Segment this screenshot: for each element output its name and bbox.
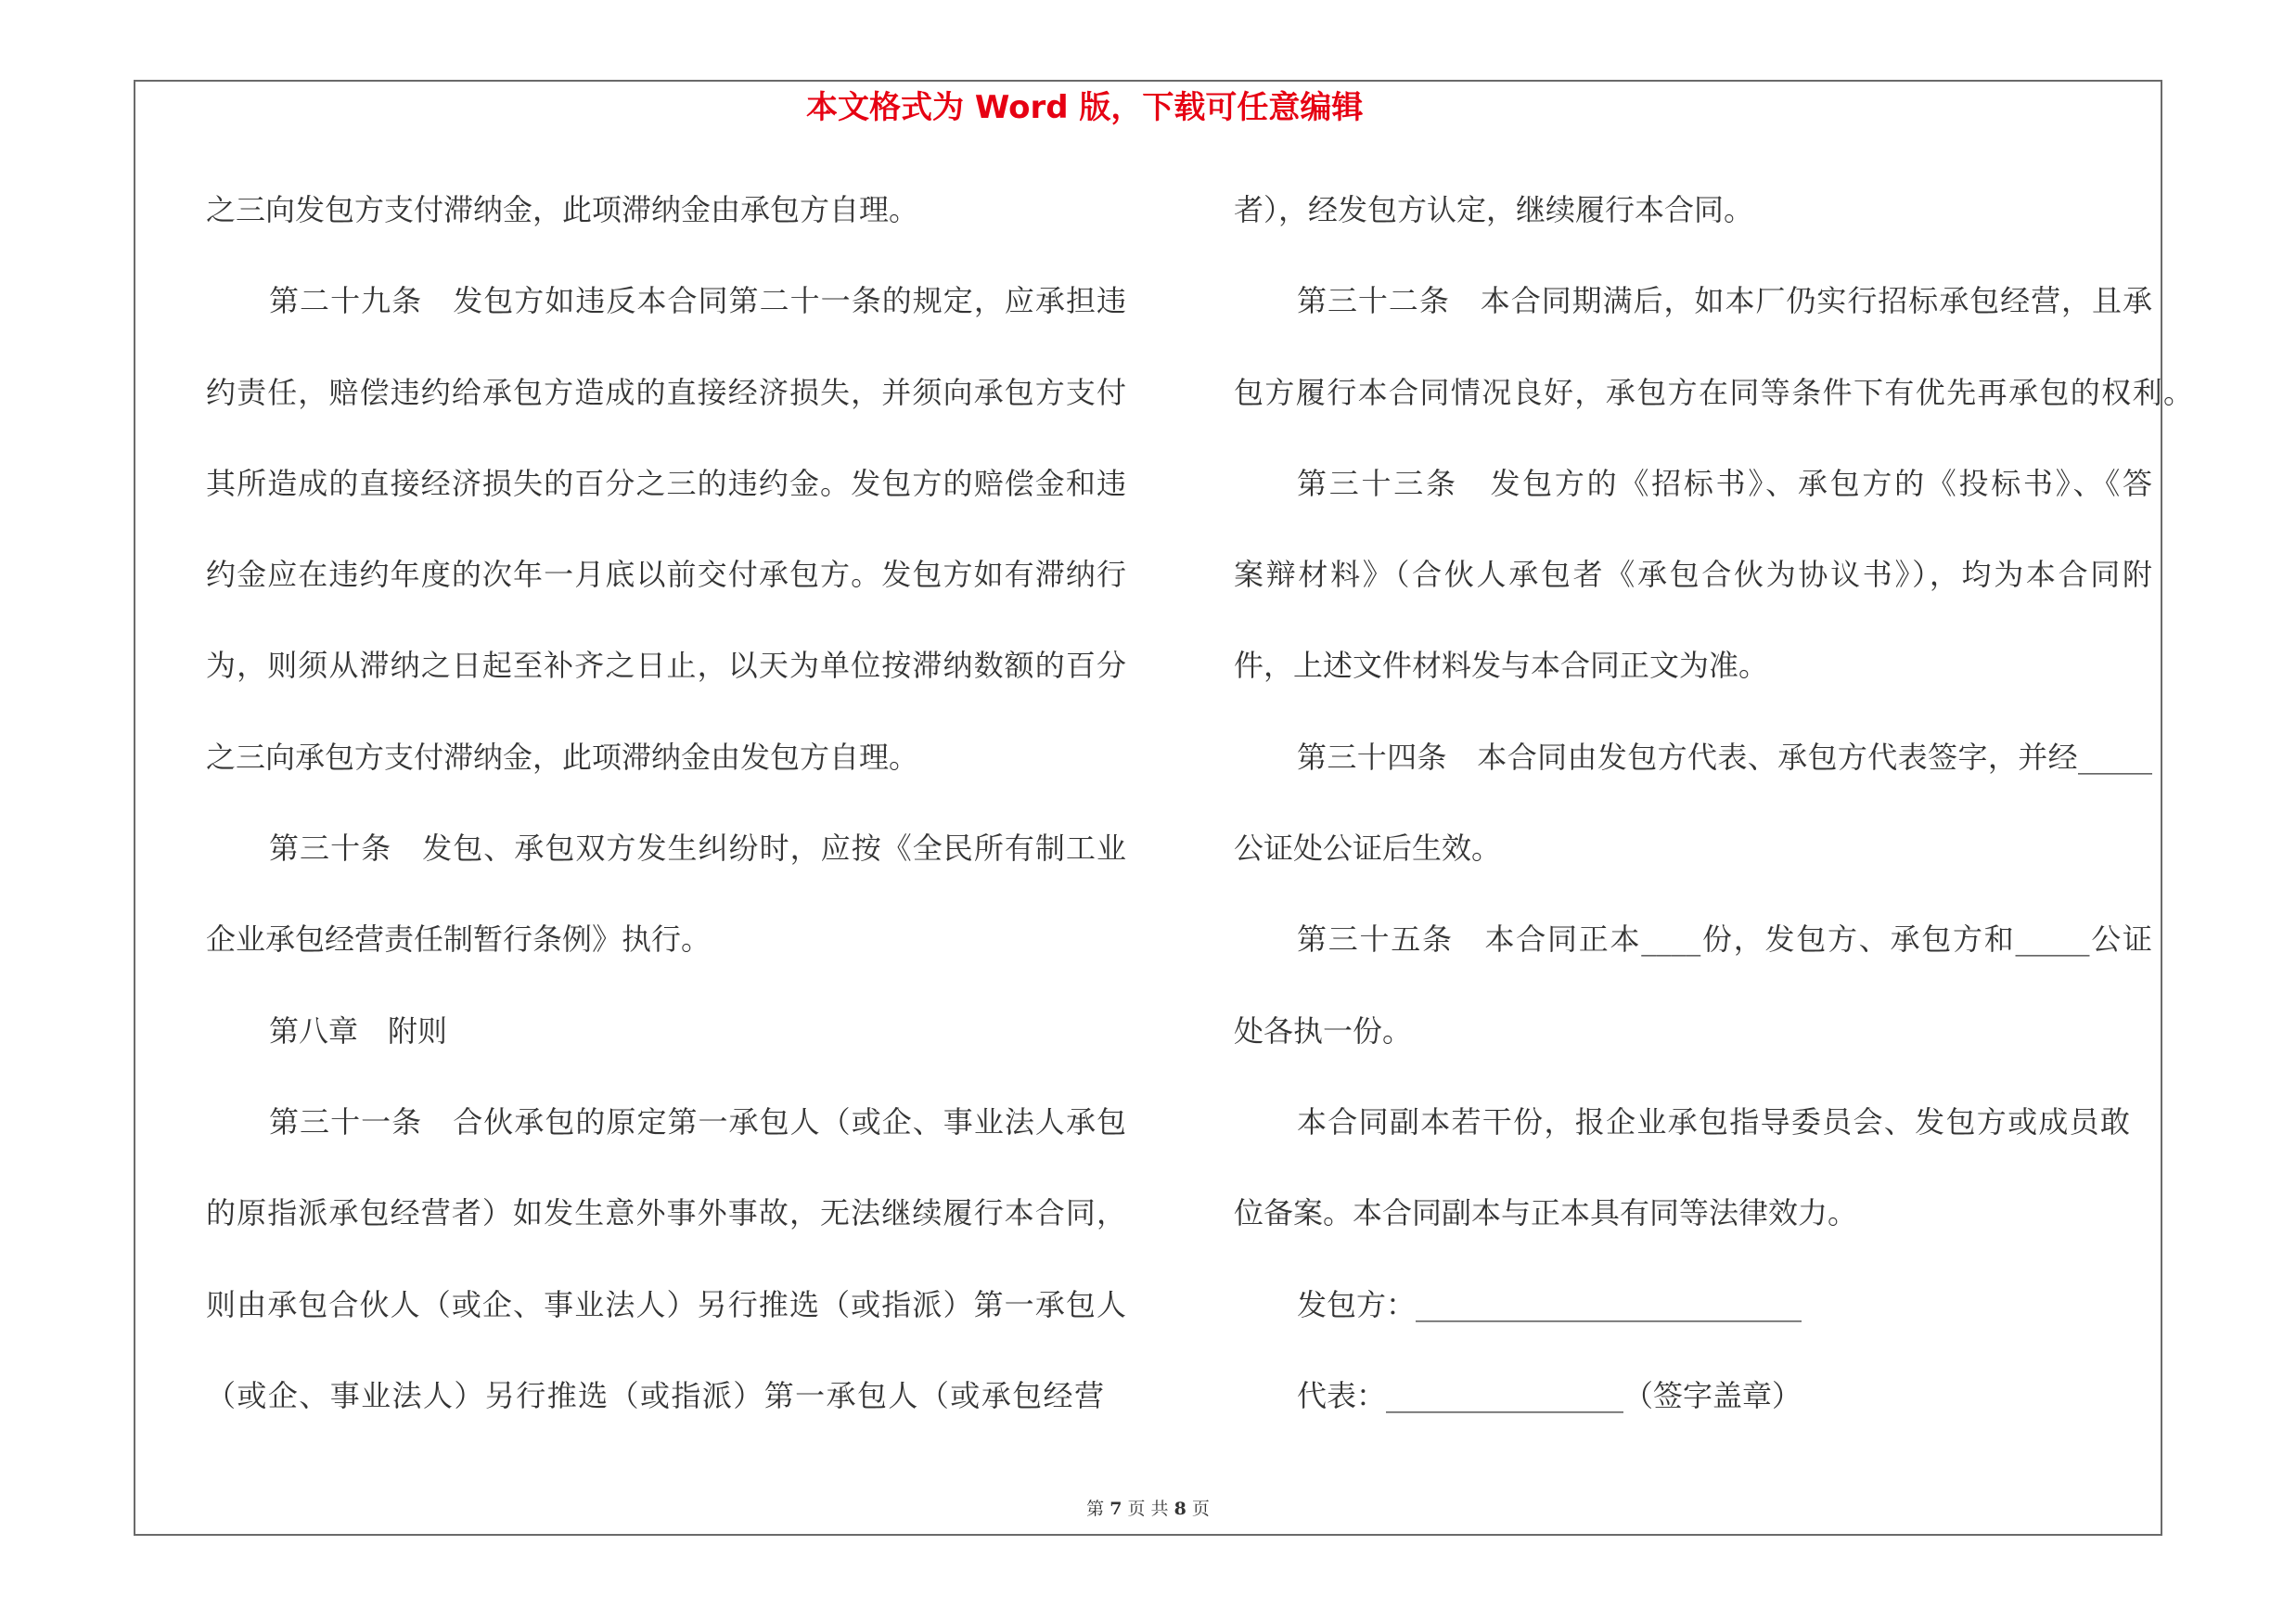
- paragraph-line: 约责任，赔偿违约给承包方造成的直接经济损失，并须向承包方支付: [206, 374, 1126, 410]
- paragraph-line: 约金应在违约年度的次年一月底以前交付承包方。发包方如有滞纳行: [206, 557, 1126, 593]
- article-34-line: 第三十四条 本合同由发包方代表、承包方代表签字，并经_____: [1297, 739, 2152, 775]
- article-29-line: 第二十九条 发包方如违反本合同第二十一条的规定，应承担违: [269, 283, 1126, 319]
- format-notice-header: 本文格式为 Word 版，下载可任意编辑: [806, 89, 1364, 126]
- paragraph-line: 包方履行本合同情况良好，承包方在同等条件下有优先再承包的权利。: [1234, 374, 2193, 410]
- footer-prefix: 第: [1086, 1499, 1105, 1519]
- article-31-line: 第三十一条 合伙承包的原定第一承包人（或企、事业法人承包: [269, 1103, 1126, 1140]
- chapter-heading: 第八章 附则: [269, 1012, 448, 1049]
- paragraph-line: 其所造成的直接经济损失的百分之三的违约金。发包方的赔偿金和违: [206, 465, 1126, 501]
- current-page-number: 7: [1110, 1499, 1122, 1519]
- left-column: [206, 164, 1126, 1441]
- paragraph-line: 处各执一份。: [1234, 1012, 1413, 1049]
- footer-suffix: 页: [1191, 1499, 1210, 1519]
- paragraph-line: 则由承包合伙人（或企、事业法人）另行推选（或指派）第一承包人: [206, 1286, 1126, 1322]
- paragraph-line: 企业承包经营责任制暂行条例》执行。: [206, 921, 712, 958]
- contractor-signature-field: 发包方：__________________________: [1297, 1286, 1802, 1322]
- paragraph-line: 之三向发包方支付滞纳金，此项滞纳金由承包方自理。: [206, 192, 919, 227]
- paragraph-line: （或企、事业法人）另行推选（或指派）第一承包人（或承包经营: [206, 1377, 1104, 1413]
- footer-middle: 页 共: [1127, 1499, 1169, 1519]
- article-32-line: 第三十二条 本合同期满后，如本厂仍实行招标承包经营，且承: [1297, 283, 2152, 319]
- paragraph-line: 为，则须从滞纳之日起至补齐之日止，以天为单位按滞纳数额的百分: [206, 648, 1126, 684]
- paragraph-line: 位备案。本合同副本与正本具有同等法律效力。: [1234, 1195, 1858, 1231]
- article-30-line: 第三十条 发包、承包双方发生纠纷时，应按《全民所有制工业: [269, 831, 1126, 867]
- article-35-line: 第三十五条 本合同正本____份，发包方、承包方和_____公证: [1297, 921, 2152, 958]
- paragraph-line: 的原指派承包经营者）如发生意外事外事故，无法继续履行本合同，: [206, 1195, 1126, 1231]
- copies-clause-line: 本合同副本若干份，报企业承包指导委员会、发包方或成员敢: [1297, 1103, 2130, 1140]
- paragraph-line: 者），经发包方认定，继续履行本合同。: [1234, 192, 1754, 227]
- paragraph-line: 公证处公证后生效。: [1234, 831, 1502, 867]
- total-page-number: 8: [1174, 1499, 1186, 1519]
- article-33-line: 第三十三条 发包方的《招标书》、承包方的《投标书》、《答: [1297, 465, 2152, 501]
- paragraph-line: 件，上述文件材料发与本合同正文为准。: [1234, 648, 1769, 684]
- page-number-footer: [134, 1496, 2162, 1522]
- paragraph-line: 之三向承包方支付滞纳金，此项滞纳金由发包方自理。: [206, 739, 919, 775]
- right-column: [1234, 164, 2193, 1441]
- paragraph-line: 案辩材料》（合伙人承包者《承包合伙为协议书》），均为本合同附: [1234, 557, 2152, 593]
- representative-signature-field: 代表：________________（签字盖章）: [1297, 1377, 1802, 1413]
